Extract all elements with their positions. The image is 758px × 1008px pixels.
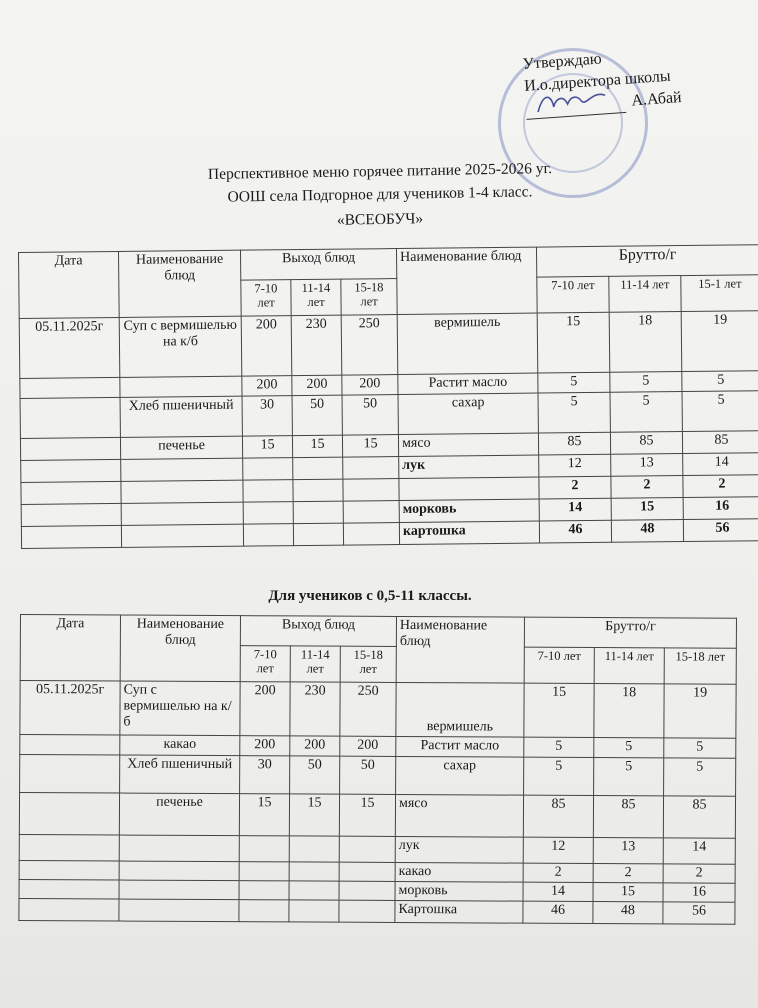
cell-output-11-14: [293, 501, 343, 524]
cell-date: [21, 503, 121, 526]
header-gross-age-15-18: 15-1 лет: [681, 275, 758, 312]
cell-output-11-14: 200: [292, 375, 342, 396]
cell-date: [19, 793, 119, 836]
cell-ingredient: лук: [395, 836, 523, 863]
table-row: [19, 311, 758, 379]
menu-table-grades-0-5-11: [18, 614, 737, 925]
cell-gross-7-10: 5: [524, 737, 594, 757]
cell-gross-7-10: 85: [523, 795, 593, 837]
cell-output-15-18: 50: [342, 395, 398, 436]
header-output-age-7-10: 7-10 лет: [241, 280, 291, 317]
cell-output-15-18: 50: [340, 756, 396, 794]
cell-output-11-14: [293, 457, 343, 480]
table-row: [19, 898, 735, 924]
header-gross-age-11-14: 11-14 лет: [609, 276, 681, 313]
cell-gross-15-18: 16: [683, 497, 758, 520]
cell-gross-11-14: 2: [611, 476, 683, 499]
header-row: [20, 615, 736, 649]
cell-output-7-10: 15: [242, 436, 292, 459]
cell-gross-15-18: 85: [663, 796, 735, 838]
cell-gross-11-14: 85: [593, 796, 663, 838]
cell-gross-15-18: 5: [664, 758, 736, 796]
cell-gross-7-10: 5: [538, 372, 610, 393]
cell-output-11-14: [289, 881, 339, 900]
cell-gross-11-14: 5: [594, 738, 664, 758]
cell-gross-7-10: 85: [538, 432, 610, 455]
cell-output-11-14: 50: [292, 395, 342, 436]
cell-output-15-18: [339, 862, 395, 881]
cell-gross-11-14: 5: [594, 758, 664, 796]
cell-output-7-10: [243, 524, 293, 547]
cell-date: [20, 755, 120, 794]
cell-output-15-18: [343, 501, 399, 524]
approval-title: Утверждаю: [522, 50, 603, 73]
cell-dish: [119, 880, 239, 900]
cell-output-7-10: 30: [242, 396, 292, 437]
cell-gross-15-18: 5: [682, 391, 758, 432]
cell-date: 05.11.2025г: [19, 317, 120, 378]
cell-gross-11-14: 15: [611, 498, 683, 521]
header-gross-age-15-18: 15-18 лет: [664, 648, 736, 684]
cell-date: [19, 834, 119, 861]
header-output-age-11-14: 11-14 лет: [290, 646, 340, 682]
cell-gross-11-14: 13: [611, 454, 683, 477]
header-date: Дата: [19, 251, 120, 318]
header-gross: Брутто/г: [524, 617, 736, 648]
cell-output-15-18: 15: [342, 435, 398, 458]
cell-date: [21, 525, 121, 548]
cell-date: [19, 879, 119, 899]
cell-gross-7-10: 12: [523, 837, 593, 863]
cell-output-7-10: 200: [242, 376, 292, 397]
cell-gross-11-14: 2: [593, 864, 663, 883]
cell-date: [20, 377, 120, 398]
cell-ingredient: Картошка: [395, 900, 523, 923]
cell-ingredient: лук: [399, 455, 539, 478]
cell-dish: [119, 835, 239, 862]
cell-dish: [121, 458, 243, 481]
cell-output-7-10: [243, 502, 293, 525]
cell-dish: Хлеб пшеничный: [120, 396, 242, 437]
cell-gross-7-10: 5: [524, 757, 594, 795]
cell-dish: [121, 480, 243, 503]
cell-gross-7-10: 14: [523, 882, 593, 901]
cell-gross-11-14: 85: [610, 432, 682, 455]
cell-output-11-14: 200: [290, 736, 340, 756]
cell-dish: [119, 861, 239, 881]
cell-ingredient: вермишель: [397, 313, 538, 374]
cell-output-7-10: 200: [240, 682, 290, 736]
cell-output-15-18: [343, 523, 399, 546]
cell-dish: Суп с вермишелью на к/б: [120, 681, 240, 736]
cell-gross-15-18: 5: [682, 371, 758, 392]
header-output: Выход блюд: [240, 249, 396, 281]
cell-output-7-10: [239, 836, 289, 862]
cell-dish: [119, 899, 239, 922]
cell-gross-15-18: 16: [663, 883, 735, 902]
cell-ingredient: какао: [395, 862, 523, 882]
cell-output-11-14: 50: [290, 756, 340, 794]
handwritten-signature: [533, 85, 615, 119]
cell-date: 05.11.2025г: [20, 681, 120, 736]
cell-gross-15-18: 2: [683, 475, 758, 498]
cell-output-11-14: [289, 836, 339, 862]
cell-output-11-14: [293, 479, 343, 502]
cell-gross-7-10: 46: [539, 520, 611, 543]
cell-date: [20, 397, 120, 438]
cell-gross-11-14: 5: [610, 392, 682, 433]
cell-gross-11-14: 18: [609, 312, 682, 373]
cell-ingredient: картошка: [399, 521, 539, 544]
cell-output-7-10: [239, 881, 289, 900]
cell-output-7-10: [243, 480, 293, 503]
cell-gross-15-18: 56: [683, 519, 758, 542]
cell-gross-15-18: 5: [664, 738, 736, 758]
cell-gross-15-18: 19: [664, 684, 736, 738]
cell-dish: Суп с вермишелью на к/б: [119, 316, 242, 377]
cell-gross-15-18: 85: [682, 431, 758, 454]
cell-output-11-14: 230: [291, 315, 342, 376]
header-output: Выход блюд: [240, 616, 396, 647]
header-ingredient-name: Наименование блюд: [396, 616, 524, 683]
cell-ingredient: морковь: [395, 881, 523, 901]
table-row: [19, 834, 735, 864]
cell-dish: печенье: [119, 793, 239, 836]
header-date: Дата: [20, 615, 120, 682]
cell-date: [20, 437, 120, 460]
cell-gross-7-10: 46: [523, 901, 593, 923]
cell-output-15-18: 250: [340, 682, 396, 736]
menu-table-grades-1-4: [18, 244, 758, 549]
cell-date: [21, 481, 121, 504]
cell-output-15-18: [339, 836, 395, 862]
cell-date: [21, 459, 121, 482]
table-row: [19, 793, 735, 839]
cell-ingredient: Растит масло: [396, 736, 524, 757]
cell-output-15-18: [343, 479, 399, 502]
cell-output-11-14: [289, 862, 339, 881]
cell-gross-15-18: 14: [663, 838, 735, 864]
school-line: ООШ села Подгорное для учеников 1-4 класс.: [227, 183, 533, 206]
program-name: «ВСЕОБУЧ»: [336, 210, 424, 229]
cell-gross-7-10: 15: [524, 683, 594, 737]
cell-ingredient: [399, 477, 539, 500]
cell-ingredient: мясо: [395, 794, 523, 837]
header-gross-age-7-10: 7-10 лет: [524, 647, 594, 683]
cell-dish: [121, 502, 243, 525]
cell-gross-7-10: 2: [539, 476, 611, 499]
table-row: [20, 755, 736, 797]
cell-dish: [120, 376, 242, 397]
menu-title: Перспективное меню горячее питание 2025-2026 уг.: [207, 159, 553, 184]
header-output-age-11-14: 11-14 лет: [291, 279, 341, 316]
approval-position: И.о.директора школы: [523, 67, 672, 95]
cell-output-15-18: [339, 881, 395, 900]
cell-output-11-14: 230: [290, 682, 340, 736]
cell-dish: [121, 524, 243, 547]
cell-output-7-10: 200: [240, 736, 290, 756]
cell-gross-7-10: 5: [538, 392, 610, 433]
cell-gross-11-14: 5: [610, 372, 682, 393]
cell-gross-7-10: 14: [539, 498, 611, 521]
cell-output-11-14: 15: [289, 794, 339, 836]
cell-output-7-10: [239, 900, 289, 922]
cell-dish: какао: [120, 735, 240, 756]
cell-output-7-10: 15: [239, 794, 289, 836]
header-dish-name: Наименование блюд: [118, 250, 241, 317]
header-gross: Брутто/г: [536, 245, 758, 277]
cell-output-15-18: [339, 900, 395, 922]
header-output-age-7-10: 7-10 лет: [240, 646, 290, 682]
cell-gross-7-10: 2: [523, 863, 593, 882]
cell-ingredient: морковь: [399, 499, 539, 522]
table-row: [20, 681, 736, 739]
cell-output-7-10: 200: [241, 316, 292, 377]
cell-gross-15-18: 2: [663, 864, 735, 883]
cell-output-15-18: 200: [342, 375, 398, 396]
cell-output-15-18: 250: [341, 315, 398, 376]
cell-gross-11-14: 48: [611, 520, 683, 543]
section-subheading: Для учеников с 0,5-11 классы.: [268, 588, 472, 604]
cell-gross-15-18: 19: [681, 311, 758, 372]
header-output-age-15-18: 15-18 лет: [341, 279, 397, 316]
header-ingredient-name: Наименование блюд: [396, 247, 537, 314]
cell-gross-11-14: 18: [594, 684, 664, 738]
cell-ingredient: Растит масло: [398, 373, 538, 394]
cell-ingredient: сахар: [396, 756, 524, 795]
header-output-age-15-18: 15-18 лет: [340, 646, 396, 682]
cell-gross-7-10: 12: [539, 454, 611, 477]
cell-output-11-14: [289, 900, 339, 922]
header-gross-age-7-10: 7-10 лет: [537, 276, 609, 313]
cell-output-11-14: 15: [292, 435, 342, 458]
cell-date: [20, 735, 120, 756]
cell-output-15-18: 15: [339, 794, 395, 836]
cell-output-11-14: [293, 523, 343, 546]
cell-gross-15-18: 56: [663, 902, 735, 924]
cell-date: [19, 860, 119, 880]
cell-gross-11-14: 13: [593, 838, 663, 864]
director-name: А.Абай: [630, 88, 683, 110]
cell-gross-15-18: 14: [683, 453, 758, 476]
cell-output-7-10: 30: [240, 756, 290, 794]
cell-dish: печенье: [120, 436, 242, 459]
cell-date: [19, 898, 119, 921]
cell-output-15-18: [343, 457, 399, 480]
cell-output-15-18: 200: [340, 736, 396, 756]
cell-ingredient: мясо: [398, 433, 538, 456]
header-gross-age-11-14: 11-14 лет: [594, 648, 664, 684]
cell-output-7-10: [243, 458, 293, 481]
cell-gross-11-14: 15: [593, 883, 663, 902]
header-dish-name: Наименование блюд: [120, 615, 240, 682]
cell-dish: Хлеб пшеничный: [120, 755, 240, 794]
cell-ingredient: вермишель: [396, 682, 524, 737]
cell-ingredient: сахар: [398, 393, 538, 434]
cell-output-7-10: [239, 862, 289, 881]
cell-gross-7-10: 15: [537, 312, 610, 373]
cell-gross-11-14: 48: [593, 902, 663, 924]
